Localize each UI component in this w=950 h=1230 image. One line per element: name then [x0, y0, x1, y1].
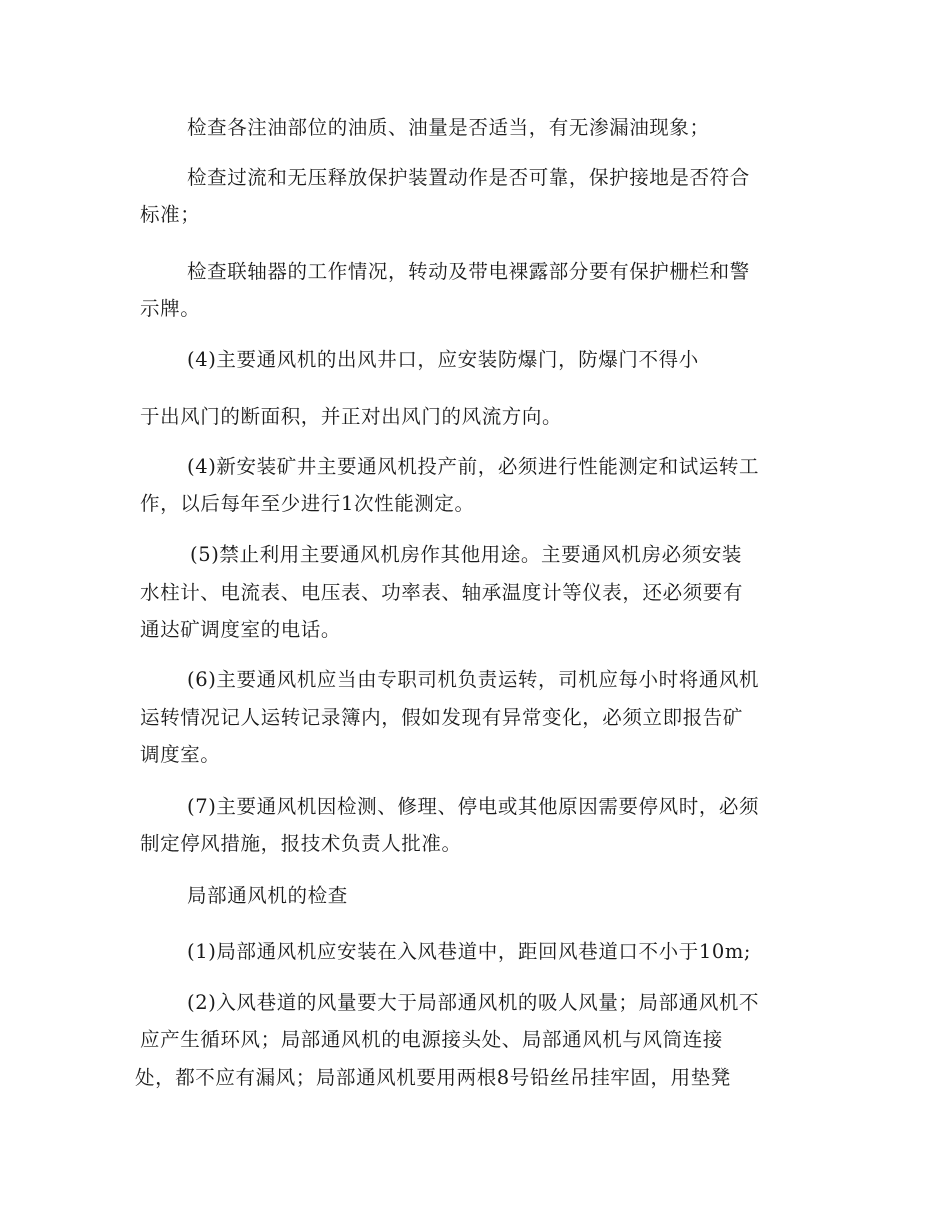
text-line: 示牌。 [140, 297, 201, 320]
text-line: (6)主要通风机应当由专职司机负责运转，司机应每小时将通风机 [187, 668, 760, 691]
text-line: 应产生循环风；局部通风机的电源接头处、局部通风机与风筒连接 [140, 1028, 723, 1051]
text-line: (4)主要通风机的出风井口，应安装防爆门，防爆门不得小 [187, 348, 699, 371]
text-line: (7)主要通风机因检测、修理、停电或其他原因需要停风时，必须 [187, 795, 760, 818]
text-line: 作，以后每年至少进行1次性能测定。 [140, 492, 475, 515]
section-heading: 局部通风机的检查 [187, 884, 348, 907]
text-line: 于出风门的断面积，并正对出风门的风流方向。 [140, 405, 563, 428]
text-line: 制定停风措施，报技术负责人批准。 [140, 832, 462, 855]
text-line: 水柱计、电流表、电压表、功率表、轴承温度计等仪表，还必须要有 [140, 581, 744, 604]
text-line: 检查各注油部位的油质、油量是否适当，有无渗漏油现象； [187, 116, 710, 139]
text-line: (1)局部通风机应安装在入风巷道中，距回风巷道口不小于10m; [187, 940, 752, 963]
text-line: 检查联轴器的工作情况，转动及带电裸露部分要有保护栅栏和警 [187, 260, 750, 283]
text-line: 调度室。 [140, 743, 221, 766]
text-line: 处，都不应有漏风；局部通风机要用两根8号铅丝吊挂牢固，用垫凳 [135, 1066, 731, 1089]
text-line: 通达矿调度室的电话。 [140, 618, 342, 641]
text-line: (2)入风巷道的风量要大于局部通风机的吸人风量；局部通风机不 [187, 991, 760, 1014]
text-line: 标准； [140, 203, 201, 226]
text-line: 检查过流和无压释放保护装置动作是否可靠，保护接地是否符合 [187, 166, 750, 189]
text-line: (4)新安装矿井主要通风机投产前，必须进行性能测定和试运转工 [187, 455, 760, 478]
text-line: (5)禁止利用主要通风机房作其他用途。主要通风机房必须安装 [190, 543, 743, 566]
text-line: 运转情况记人运转记录簿内，假如发现有异常变化，必须立即报告矿 [140, 706, 744, 729]
